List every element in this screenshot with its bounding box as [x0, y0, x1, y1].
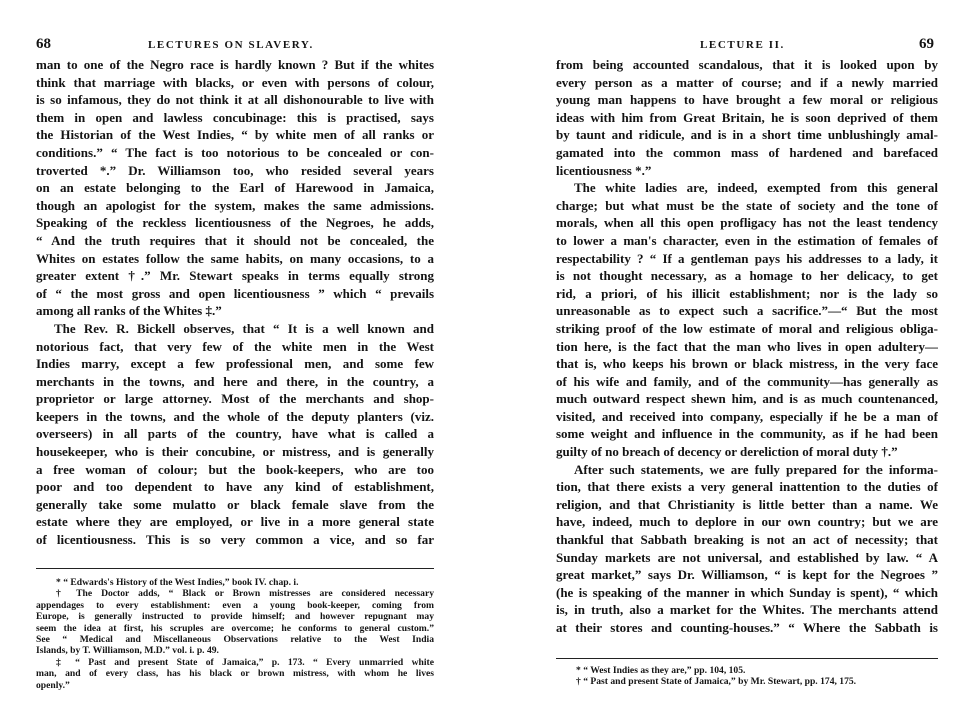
- text-line: to lower a man's character, even in the estimation of females of: [556, 232, 938, 248]
- footnote-line: ‡ “ Past and present State of Jamaica,” p. 173. “ Every unmarried white: [56, 656, 434, 668]
- page-number: 69: [919, 36, 934, 52]
- text-line: estate where they are employed, or live in a more general state: [36, 514, 434, 530]
- text-line: greater extent †.” Mr. Stewart speaks in terms equally strong: [36, 268, 434, 284]
- footnote-line: * “ West Indies as they are,” pp. 104, 105.: [576, 665, 746, 676]
- text-line: some weight and influence in the community, as if he had been: [556, 426, 938, 442]
- text-line: at their stores and counting-houses.” “ Where the Sabbath is: [556, 620, 938, 635]
- text-line: that is, who keeps his brown or black mistress, in the very face: [556, 356, 938, 372]
- text-line: visited, and received into company, especially if he be a man of: [556, 408, 938, 424]
- text-line: (he is speaking of the manner in which Sunday is spent), “ which: [556, 584, 938, 600]
- text-line: is, in truth, also a market for the Whites. The merchants attend: [556, 602, 938, 618]
- text-line: Whites on estates follow the same habits, on many occasions, to a: [36, 250, 434, 266]
- text-line: great market,” says Dr. Williamson, “ is kept for the Negroes ”: [556, 567, 938, 583]
- text-line: rid, a priori, of his illicit establishment; nor is the lady so: [556, 285, 938, 301]
- text-line: charge; but what must be the state of society and the tone of: [556, 197, 938, 213]
- body-text: [36, 56, 434, 549]
- footnote-line: seem the idea at first, his scruples are overcome; he conforms to general custom.”: [36, 622, 434, 634]
- footnotes: [556, 665, 938, 688]
- footnote-line: appendages to every establishment: even a young book-keeper, coming from: [36, 599, 434, 611]
- text-line: among all ranks of the Whites ‡.”: [36, 303, 222, 319]
- left-page-header: [36, 36, 434, 54]
- footnote-line: Islands, by T. Williamson, M.D.” vol. i. p. 49.: [36, 645, 219, 657]
- text-line: housekeeper, who is their concubine, or mistress, and is generally: [36, 444, 434, 460]
- text-line: of “ the most gross and open licentiousness ” which “ prevails: [36, 285, 434, 301]
- text-line: “ And the truth requires that it should not be concealed, the: [36, 232, 434, 248]
- text-line: morals, when all this open profligacy has not the least tendency: [556, 215, 938, 231]
- text-line: licentiousness *.”: [556, 162, 652, 178]
- text-line: have, indeed, much to deplore in our own country; but we are: [556, 514, 938, 530]
- body-text: [556, 56, 938, 637]
- text-line: every person as a matter of course; and if a newly married: [556, 74, 938, 90]
- text-line: Sunday markets are not universal, and established by law. “ A: [556, 549, 938, 565]
- text-line: troverted *.” Dr. Williamson too, who resided several years: [36, 162, 434, 178]
- footnote-line: Europe, is generally instructed to provide himself; and however repugnant may: [36, 611, 434, 623]
- text-line: poor and too dependent to have any kind of establishment,: [36, 479, 434, 495]
- text-line: After such statements, we are fully prepared for the informa-: [574, 461, 938, 477]
- text-line: unreasonable as to expect such a sacrifice.”—“ But the most: [556, 303, 938, 319]
- text-line: keepers in the towns, and the whole of the deputy planters (viz.: [36, 408, 434, 424]
- text-line: Indies marry, except a few professional men, and some few: [36, 356, 434, 372]
- right-page-header: [550, 36, 934, 54]
- text-line: generally take some mulatto or black female slave from the: [36, 496, 434, 512]
- text-line: of his wife and family, and of the community—has generally as: [556, 373, 938, 389]
- text-line: man to one of the Negro race is hardly known ? But if the whites: [36, 57, 434, 72]
- running-title: LECTURE II.: [700, 39, 785, 51]
- text-line: young man happens to have brought a few moral or religious: [556, 92, 938, 108]
- text-line: guilty of no breach of decency or dereliction of moral duty †.”: [556, 444, 898, 460]
- text-line: gamated into the common mass of hardened and barefaced: [556, 144, 938, 160]
- text-line: much outward respect shewn him, and is as much countenanced,: [556, 391, 938, 407]
- text-line: though an apologist for the system, makes the same admissions.: [36, 197, 434, 213]
- text-line: of licentiousness. This is so very common a vice, and so far: [36, 532, 434, 548]
- text-line: The white ladies are, indeed, exempted from this general: [574, 180, 938, 196]
- text-line: Speaking of the reckless licentiousness of the Negroes, he adds,: [36, 215, 434, 231]
- text-line: them in open and lawless concubinage: this is practised, says: [36, 109, 434, 125]
- footnote-line: See “ Medical and Miscellaneous Observations relative to the West India: [36, 633, 434, 645]
- text-line: proprietor or large attorney. Most of the merchants and shop-: [36, 391, 434, 407]
- page-number: 68: [36, 36, 51, 52]
- right-page: [490, 0, 980, 724]
- text-line: from being accounted scandalous, that it is looked upon by: [556, 57, 938, 72]
- text-line: a free woman of colour; but the book-keepers, who are too: [36, 461, 434, 477]
- text-line: by taunt and ridicule, and is in a short time unblushingly amal-: [556, 127, 938, 143]
- text-line: think that marriage with blacks, or even with persons of colour,: [36, 74, 434, 90]
- text-line: tion here, is the fact that the man who lives in open adultery—: [556, 338, 938, 354]
- footnote-line: * “ Edwards's History of the West Indies,” book IV. chap. i.: [56, 577, 299, 588]
- text-line: The Rev. R. Bickell observes, that “ It is a well known and: [54, 320, 434, 336]
- text-line: striking proof of the low estimate of moral and religious obliga-: [556, 320, 938, 336]
- text-line: is so infamous, they do not think it at all dishonourable to live with: [36, 92, 434, 108]
- text-line: ideas with him from Great Britain, he is soon deprived of them: [556, 109, 938, 125]
- footnote-line: † “ Past and present State of Jamaica,” by Mr. Stewart, pp. 174, 175.: [576, 676, 857, 688]
- text-line: tion, that there exists a very general inattention to the duties of: [556, 479, 938, 495]
- footnotes: [36, 577, 434, 691]
- text-line: overseers) in all parts of the country, have what is called a: [36, 426, 434, 442]
- text-line: is not thought necessary, as a homage to her delicacy, to get: [556, 268, 938, 284]
- running-title: LECTURES ON SLAVERY.: [148, 39, 314, 51]
- footnote-divider: [556, 658, 938, 659]
- footnote-line: man, and of every class, has his black or brown mistress, with whom he lives: [36, 668, 434, 680]
- text-line: thankful that Sabbath breaking is not an act of necessity; that: [556, 532, 938, 548]
- text-line: respectability ? “ If a gentleman pays his addresses to a lady, it: [556, 250, 938, 266]
- text-line: the Historian of the West Indies, “ by white men of all ranks or: [36, 127, 434, 143]
- footnote-divider: [36, 568, 434, 569]
- footnote-line: openly.”: [36, 679, 70, 691]
- text-line: on an estate belonging to the Earl of Harewood in Jamaica,: [36, 180, 434, 196]
- text-line: religion, and that Christianity is little better than a name. We: [556, 496, 938, 512]
- text-line: notorious fact, that very few of the white men in the West: [36, 338, 434, 354]
- text-line: merchants in the towns, and here and there, in the country, a: [36, 373, 434, 389]
- footnote-line: † The Doctor adds, “ Black or Brown mistresses are considered necessary: [56, 588, 434, 600]
- text-line: conditions.” “ The fact is too notorious to be concealed or con-: [36, 144, 434, 160]
